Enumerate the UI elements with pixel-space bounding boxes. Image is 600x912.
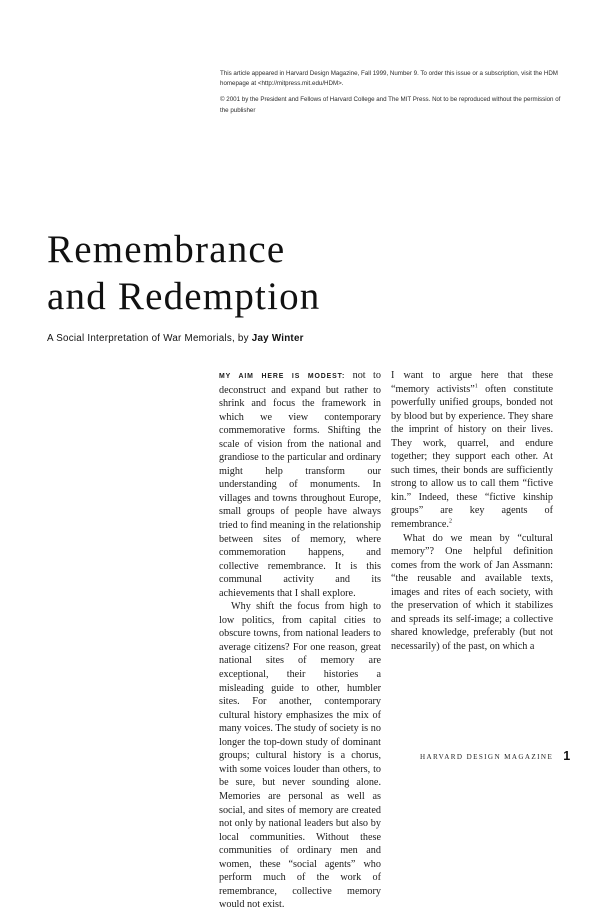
footnote-marker-2: 2	[448, 518, 452, 525]
body-column-2	[391, 369, 553, 653]
paragraph-1-text: not to deconstruct and expand but rather to shrink and focus the framework in which we view contemporary commemorative forms. Shifting the scale of vision from the national and grandiose to the particular and ordinary might help transform our understanding of monuments. In villages and towns throughout Europe, small groups of people have always tried to find meaning in the relationship between sites of memory, where commemoration happens, and collective remembrance. It is this communal activity and its achievements that I shall explore.	[219, 370, 381, 599]
run-in-heading: MY AIM HERE IS MODEST:	[219, 373, 346, 380]
publication-notice	[220, 69, 565, 122]
article-title	[47, 226, 321, 320]
author-name: Jay Winter	[251, 333, 304, 344]
journal-name: HARVARD DESIGN MAGAZINE	[420, 753, 554, 761]
body-paragraph-3	[391, 369, 553, 532]
notice-article-source: This article appeared in Harvard Design Magazine, Fall 1999, Number 9. To order this issue or a subscription, visit the HDM homepage at <http://mitpress.mit.edu/HDM>.	[220, 70, 558, 88]
body-column-1	[219, 369, 381, 912]
body-paragraph-1	[219, 369, 381, 600]
article-subtitle	[47, 333, 304, 344]
paragraph-3-text-b: often constitute powerfully unified groups, bonded not by blood but by experience. They share the imprint of history on their lives. They work, quarrel, and endure together; they support each other. At such times, their bonds are sufficiently strong to allow us to call them “fictive kin.” Indeed, these “fictive kinship groups” are key agents of remembrance.	[391, 383, 554, 531]
page-footer	[420, 746, 570, 764]
article-title-line-2: and Redemption	[47, 275, 321, 318]
paragraph-3-text-a: I want to argue here that these “memory activists”	[391, 370, 553, 395]
page-number: 1	[563, 749, 571, 763]
body-paragraph-2: Why shift the focus from high to low politics, from capital cities to obscure towns, from national leaders to average citizens? For one reason, great national sites of memory are exceptional, their histories a misleading guide to other, humbler sites. For another, contemporary cultural history emphasizes the mix of many voices. The study of society is no longer the top-down study of dominant groups; cultural history is a chorus, with some voices louder than others, to be sure, but never sounding alone. Memories are personal as well as social, and sites of memory are created not only by national leaders but also by local communities. Without these communities of ordinary men and women, these “social agents” who perform much of the work of remembrance, collective memory would not exist.	[219, 601, 381, 911]
notice-copyright: © 2001 by the President and Fellows of Harvard College and The MIT Press. Not to be reproduced without the permission of the publisher	[220, 96, 561, 114]
article-title-line-1: Remembrance	[47, 228, 286, 271]
body-paragraph-4: What do we mean by “cultural memory”? One helpful definition comes from the work of Jan Assmann: “the reusable and available texts, images and rites of each society, with the preservation of which it stabilizes and spreads its self-image; a collective shared knowledge, preferably (but not necessarily) of the past, on which a	[391, 532, 553, 652]
subtitle-text: A Social Interpretation of War Memorials, by	[47, 333, 249, 344]
footnote-marker-1: 1	[474, 383, 478, 390]
